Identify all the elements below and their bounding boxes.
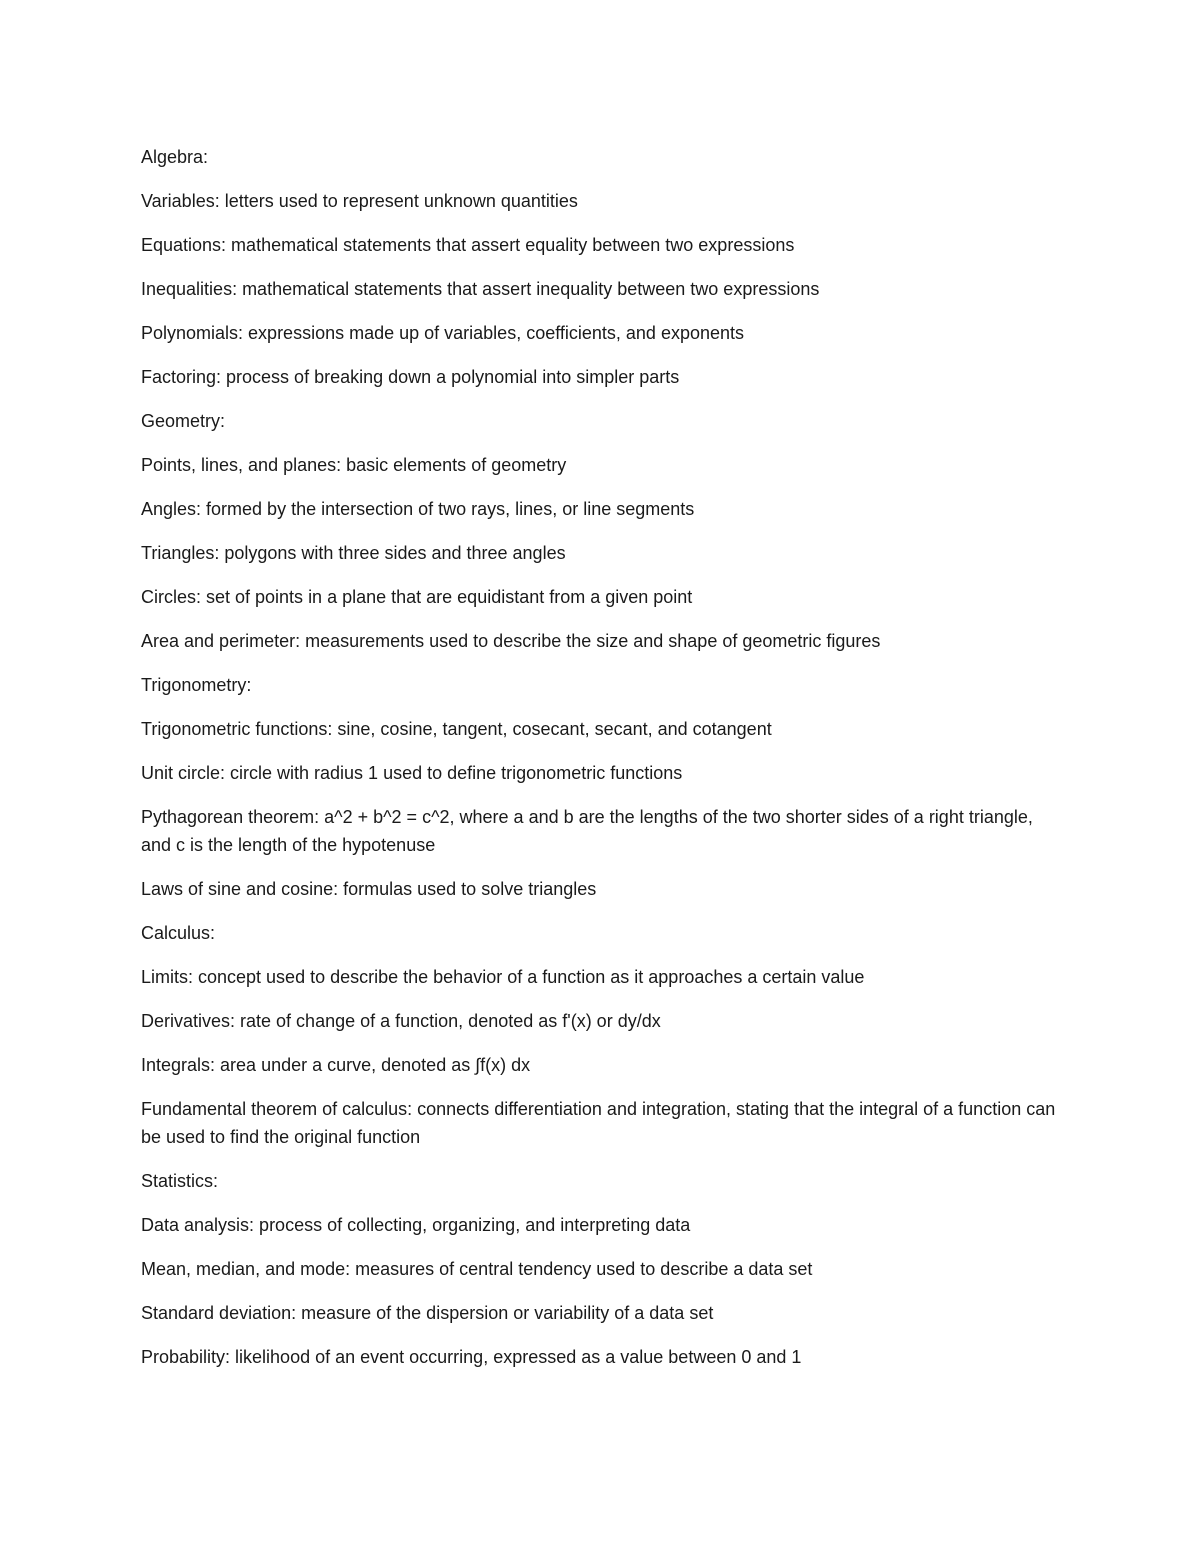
- definition-area-perimeter: Area and perimeter: measurements used to describe the size and shape of geometric figures: [141, 631, 881, 651]
- section-heading-geometry: Geometry:: [141, 411, 226, 431]
- section-heading-algebra: Algebra:: [141, 147, 209, 167]
- definition-unit-circle: Unit circle: circle with radius 1 used to define trigonometric functions: [141, 763, 683, 783]
- definition-derivatives: Derivatives: rate of change of a function, denoted as f'(x) or dy/dx: [141, 1011, 661, 1031]
- definition-equations: Equations: mathematical statements that assert equality between two expressions: [141, 235, 795, 255]
- definition-standard-deviation: Standard deviation: measure of the dispersion or variability of a data set: [141, 1303, 714, 1323]
- section-heading-trigonometry: Trigonometry:: [141, 675, 252, 695]
- definition-limits: Limits: concept used to describe the behavior of a function as it approaches a certain value: [141, 967, 865, 987]
- definition-points-lines-planes: Points, lines, and planes: basic elements of geometry: [141, 455, 567, 475]
- definition-probability: Probability: likelihood of an event occurring, expressed as a value between 0 and 1: [141, 1347, 802, 1367]
- definition-trig-functions: Trigonometric functions: sine, cosine, tangent, cosecant, secant, and cotangent: [141, 719, 772, 739]
- definition-variables: Variables: letters used to represent unknown quantities: [141, 191, 578, 211]
- definition-fundamental-theorem: Fundamental theorem of calculus: connects differentiation and integration, stating that the integral of a function can be used to find the original function: [141, 1099, 1056, 1147]
- document-body: [141, 143, 1061, 1387]
- definition-data-analysis: Data analysis: process of collecting, organizing, and interpreting data: [141, 1215, 691, 1235]
- definition-triangles: Triangles: polygons with three sides and three angles: [141, 543, 566, 563]
- definition-laws-sine-cosine: Laws of sine and cosine: formulas used to solve triangles: [141, 879, 597, 899]
- section-heading-statistics: Statistics:: [141, 1171, 219, 1191]
- definition-polynomials: Polynomials: expressions made up of variables, coefficients, and exponents: [141, 323, 745, 343]
- definition-pythagorean-theorem: Pythagorean theorem: a^2 + b^2 = c^2, where a and b are the lengths of the two shorter sides of a right triangle, and c is the length of the hypotenuse: [141, 807, 1033, 855]
- definition-angles: Angles: formed by the intersection of two rays, lines, or line segments: [141, 499, 695, 519]
- definition-integrals: Integrals: area under a curve, denoted as ∫f(x) dx: [141, 1055, 531, 1075]
- definition-factoring: Factoring: process of breaking down a polynomial into simpler parts: [141, 367, 680, 387]
- section-heading-calculus: Calculus:: [141, 923, 216, 943]
- definition-circles: Circles: set of points in a plane that are equidistant from a given point: [141, 587, 693, 607]
- definition-mean-median-mode: Mean, median, and mode: measures of central tendency used to describe a data set: [141, 1259, 813, 1279]
- definition-inequalities: Inequalities: mathematical statements that assert inequality between two expressions: [141, 279, 820, 299]
